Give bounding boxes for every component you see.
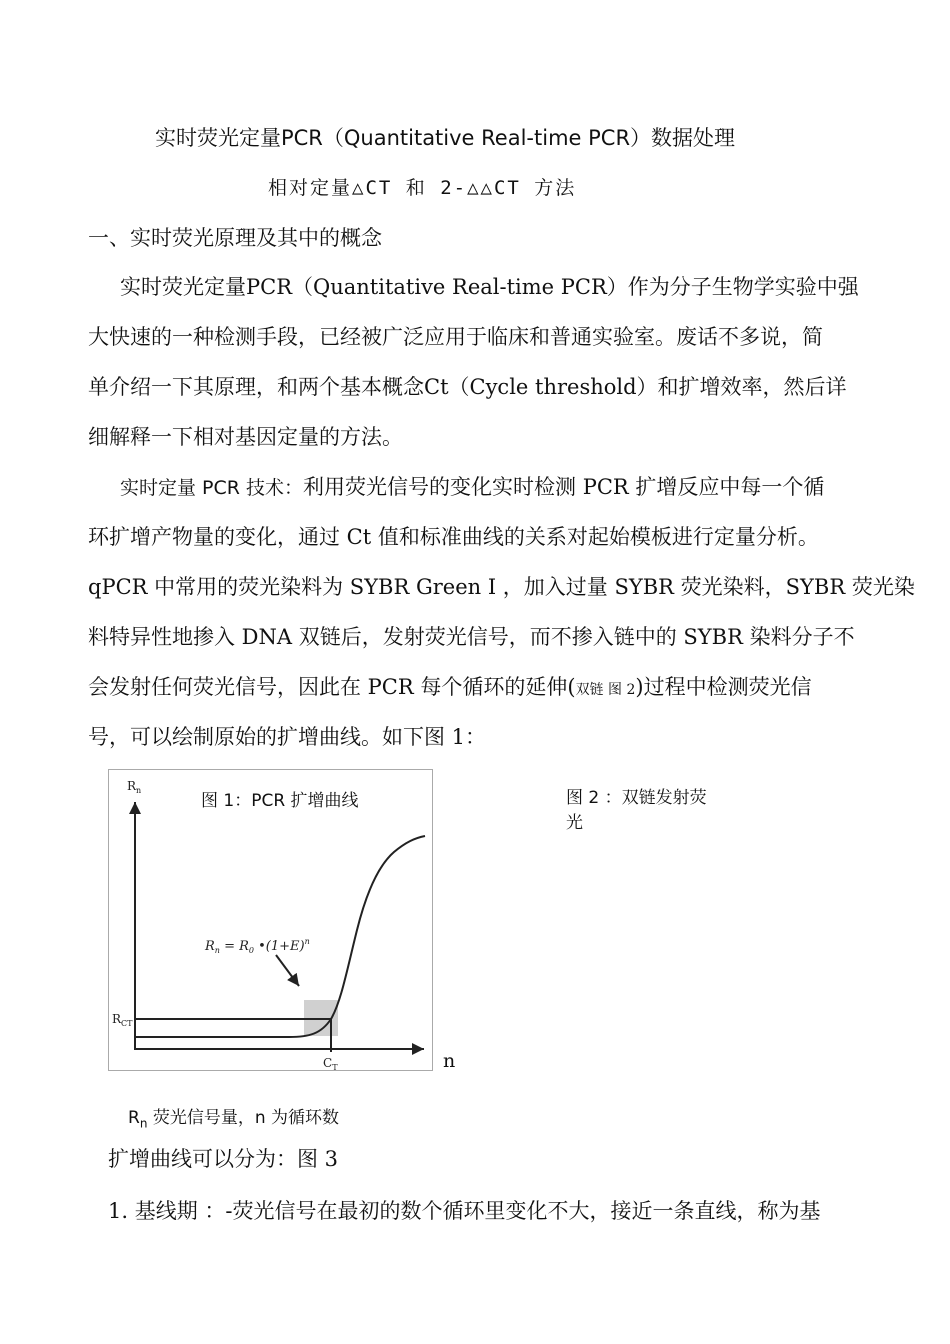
- paragraph-text: 利用荧光信号的变化实时检测 PCR 扩增反应中每一个循: [303, 475, 825, 499]
- figure-1-chart: [108, 769, 433, 1071]
- amplification-curve: [136, 836, 425, 1037]
- paragraph-line: 号，可以绘制原始的扩增曲线。如下图 1：: [88, 725, 487, 749]
- paragraph-text: )过程中检测荧光信: [635, 675, 812, 699]
- chart-title: 图 1：PCR 扩增曲线: [201, 791, 359, 811]
- paragraph-line: 1. 基线期 ：-荧光信号在最初的数个循环里变化不大，接近一条直线，称为基: [108, 1199, 821, 1223]
- section-heading: 一、实时荧光原理及其中的概念: [88, 226, 382, 250]
- figure-2-caption: 光: [566, 813, 583, 833]
- pointer-arrow: [276, 955, 299, 986]
- x-axis-label: n: [443, 1050, 456, 1072]
- paragraph-line: [120, 471, 824, 501]
- formula-label: $R_n = R_0$ $•(1+E)^n$: [205, 937, 310, 955]
- paragraph-line: 单介绍一下其原理，和两个基本概念Ct（Cycle threshold）和扩增效率，然后详: [88, 375, 847, 399]
- paragraph-line: 料特异性地掺入 DNA 双链后，发射荧光信号，而不掺入链中的 SYBR 染料分子不: [88, 625, 855, 649]
- term-label: 实时定量 PCR 技术：: [120, 477, 304, 499]
- figure-1-note: [128, 1103, 339, 1130]
- amplification-curve-svg: [109, 770, 432, 1070]
- note-symbol: R: [128, 1108, 140, 1128]
- paragraph-line: 大快速的一种检测手段，已经被广泛应用于临床和普通实验室。废话不多说，简: [88, 325, 823, 349]
- ct-label: $C_T$: [323, 1056, 338, 1070]
- paragraph-line: 扩增曲线可以分为：图 3: [108, 1147, 339, 1171]
- figure-2-caption: 图 2 ：双链发射荧: [566, 788, 707, 808]
- document-subtitle: 相对定量△CT 和 2-△△CT 方法: [268, 177, 577, 199]
- paragraph-text: 会发射任何荧光信号，因此在 PCR 每个循环的延伸(: [88, 675, 576, 699]
- paragraph-line: qPCR 中常用的荧光染料为 SYBR Green I ，加入过量 SYBR 荧光染料，SYBR 荧光染: [88, 575, 915, 599]
- note-subscript: n: [139, 1116, 148, 1131]
- paragraph-line: 实时荧光定量PCR（Quantitative Real-time PCR）作为分子生物学实验中强: [120, 275, 859, 299]
- paragraph-line: 环扩增产物量的变化，通过 Ct 值和标准曲线的关系对起始模板进行定量分析。: [88, 525, 819, 549]
- paragraph-line: 细解释一下相对基因定量的方法。: [88, 425, 403, 449]
- note-text: 荧光信号量，n 为循环数: [147, 1108, 340, 1128]
- document-title: 实时荧光定量PCR（Quantitative Real-time PCR）数据处理: [154, 126, 736, 150]
- paragraph-line: [88, 671, 812, 701]
- threshold-label: $R_{CT}$: [112, 1012, 133, 1028]
- figure-reference: 双链 图 2: [575, 682, 636, 698]
- y-axis-label: $R_n$: [127, 779, 142, 795]
